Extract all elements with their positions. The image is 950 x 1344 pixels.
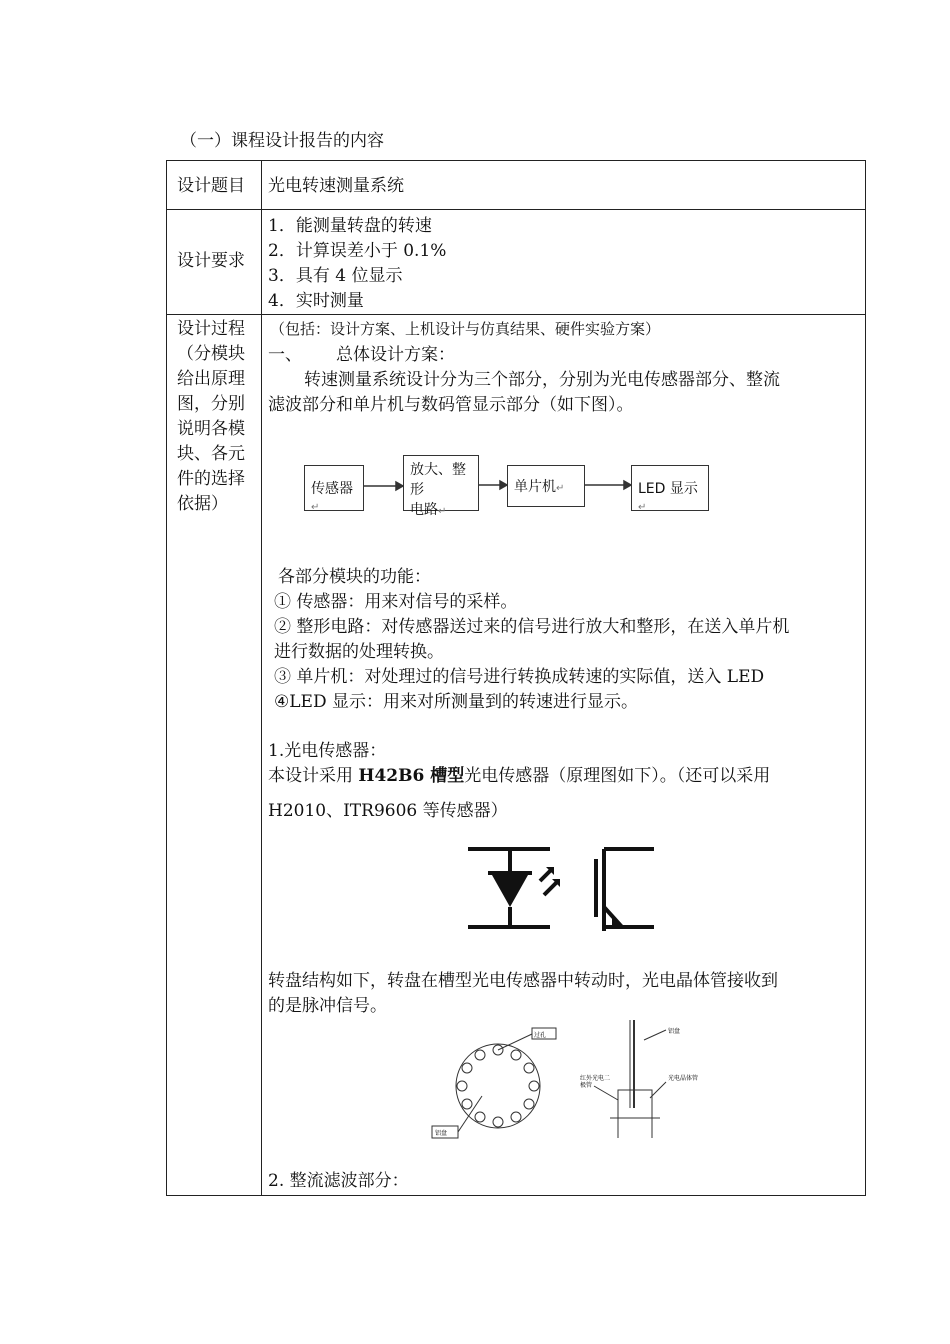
disc-structure-figure <box>422 1020 722 1160</box>
subsection1-title: 1.光电传感器： <box>268 741 387 761</box>
function-led: ④LED 显示：用来对所测量到的转速进行显示。 <box>274 692 638 712</box>
sensor-choice-line1: 本设计采用 H42B6 槽型光电传感器（原理图如下）。（还可以采用 <box>268 766 771 786</box>
function-shaping-line1: ② 整形电路：对传感器送过来的信号进行放大和整形，在送入单片机 <box>274 617 790 637</box>
led-display-block: LED 显示↵ <box>631 465 709 511</box>
label-phototransistor: 光电晶体管 <box>668 1075 699 1082</box>
label-design-title: 设计题目 <box>177 176 245 196</box>
disc-desc-line1: 转盘结构如下，转盘在槽型光电传感器中转动时，光电晶体管接收到 <box>268 971 778 991</box>
requirement-item: 4．实时测量 <box>268 291 364 311</box>
function-mcu: ③ 单片机：对处理过的信号进行转换成转速的实际值，送入 LED <box>274 667 765 687</box>
section1-number: 一、 <box>268 345 302 365</box>
label-ir-diode: 红外光电二 <box>580 1075 611 1082</box>
requirements-list <box>262 210 865 314</box>
subsection2-title: 2. 整流滤波部分： <box>268 1171 409 1191</box>
mcu-block: 单片机↵ <box>507 465 585 507</box>
function-shaping-line2: 进行数据的处理转换。 <box>274 642 444 662</box>
row-design-requirements <box>167 210 866 315</box>
label-disc: 铝盘 <box>435 1130 448 1137</box>
process-intro: （包括：设计方案、上机设计与仿真结果、硬件实验方案） <box>270 320 661 338</box>
optocoupler-schematic <box>462 835 662 955</box>
sensor-choice-line2: H2010、ITR9606 等传感器） <box>268 801 508 821</box>
amplify-shape-block: 放大、整形 电路↵ <box>403 455 479 511</box>
disc-desc-line2: 的是脉冲信号。 <box>268 996 387 1016</box>
report-table <box>166 160 866 1196</box>
section1-title: 总体设计方案： <box>336 345 455 365</box>
label-hole: 过孔 <box>534 1032 547 1039</box>
requirement-item: 2．计算误差小于 0.1% <box>268 241 447 261</box>
overview-para-line1: 转速测量系统设计分为三个部分，分别为光电传感器部分、整流 <box>304 370 780 390</box>
function-sensor: ① 传感器：用来对信号的采样。 <box>274 592 518 612</box>
row-design-title <box>167 161 866 210</box>
label-design-process: 设计过程 （分模块 给出原理 图，分别 说明各模 块、各元 件的选择 依据） <box>177 319 245 514</box>
label-design-requirements: 设计要求 <box>177 251 245 271</box>
row-design-process <box>167 315 866 1196</box>
value-design-title: 光电转速测量系统 <box>268 176 404 196</box>
functions-title: 各部分模块的功能： <box>278 567 431 587</box>
label-disc-side: 铝盘 <box>668 1028 681 1035</box>
design-process-content <box>262 315 865 1195</box>
label-ir-diode-2: 极管 <box>580 1082 593 1089</box>
overview-para-line2: 滤波部分和单片机与数码管显示部分（如下图）。 <box>268 395 634 415</box>
section-heading: （一）课程设计报告的内容 <box>180 131 384 151</box>
requirement-item: 3．具有 4 位显示 <box>268 266 403 286</box>
sensor-block: 传感器↵ <box>304 465 364 511</box>
requirement-item: 1．能测量转盘的转速 <box>268 216 432 236</box>
